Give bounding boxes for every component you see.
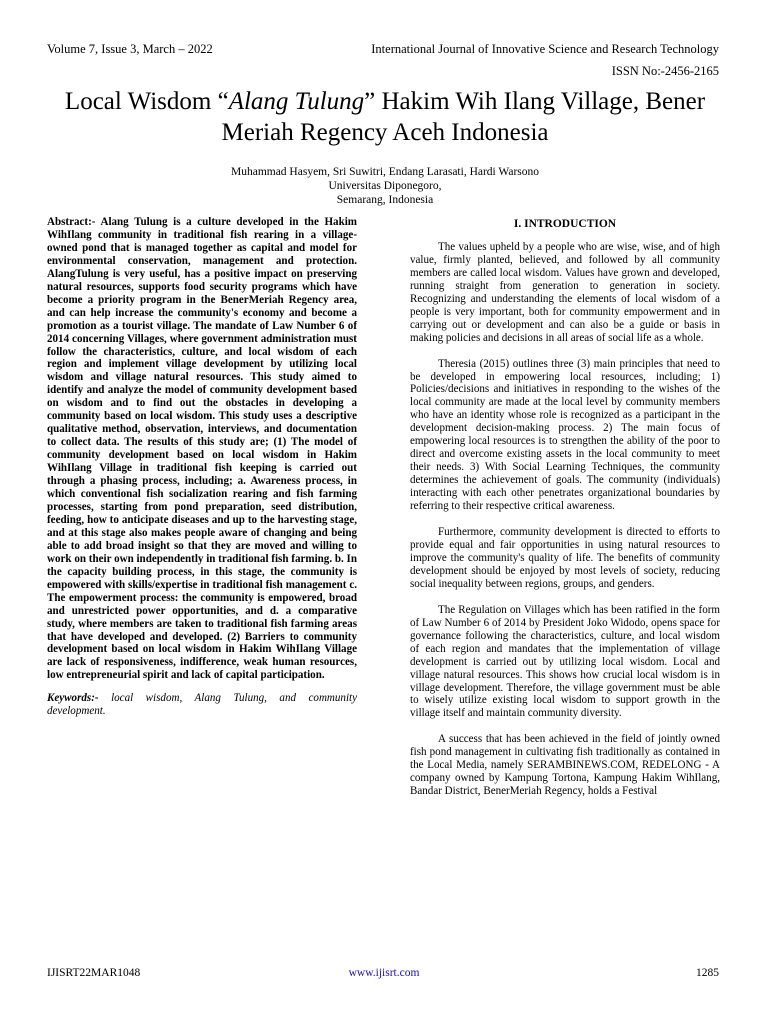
title-part1: Local Wisdom “: [64, 88, 229, 115]
footer-url-wrap: [0, 967, 768, 979]
issn: ISSN No:-2456-2165: [611, 64, 719, 78]
journal-link[interactable]: www.ijisrt.com: [348, 967, 420, 979]
intro-paragraph: The values upheld by a people who are wise, wise, and of high value, firmly planted, believed, and followed by all community members are called local wisdom. Values have grown and developed, running straight from generation to generation in society. Recognizing and understanding the elements of local wisdom of a people is very important, both for community empowerment and in carrying out or development and can also be a guide or basis in making policies and decisions in all areas of social life as a whole.: [410, 240, 720, 344]
volume-issue: Volume 7, Issue 3, March – 2022: [47, 42, 213, 56]
right-column: [410, 216, 720, 811]
intro-paragraph: The Regulation on Villages which has been ratified in the form of Law Number 6 of 2014 by President Joko Widodo, opens space for governance following the characteristics, culture, and local wisdom of each region and mandates that the implementation of village development is carried out by utilizing local wisdom. Local and village natural resources. This shows how crucial local wisdom is in village development. Therefore, the village government must be able to wisely utilize existing local wisdom to support growth in the village itself and maintain community diversity.: [410, 603, 720, 720]
journal-name: International Journal of Innovative Science and Research Technology: [371, 42, 719, 56]
left-column: [47, 216, 357, 718]
title-italic: Alang Tulung: [228, 88, 365, 115]
intro-paragraph: Theresia (2015) outlines three (3) main principles that need to be developed in empowering local resources, including; 1) Policies/decisions and initiatives in responding to the wishes of the local community are made at the local level by community members who have an identity whose role is recognized as a participant in the development decision-making process. 2) The main focus of empowering local resources is to strengthen the ability of the poor to direct and overcome existing assets in the local community to meet their needs. 3) With Social Learning Techniques, the community determines the achievement of goals. The community (individuals) interacting with each other penetrates organizational boundaries by referring to their respective critical awareness.: [410, 357, 720, 513]
page-number: 1285: [696, 967, 719, 979]
author-affiliation: Universitas Diponegoro,: [328, 180, 442, 192]
keywords-text: local wisdom, Alang Tulung, and community development.: [47, 692, 357, 718]
author-location: Semarang, Indonesia: [336, 194, 434, 206]
paper-title: [40, 86, 730, 148]
author-names: Muhammad Hasyem, Sri Suwitri, Endang Larasati, Hardi Warsono: [230, 166, 540, 178]
abstract: Abstract:- Alang Tulung is a culture developed in the Hakim WihIlang community in traditional fish rearing in a village-owned pond that is managed together as capital and model for environmental conservation, management and protection. AlangTulung is very useful, has a positive impact on preserving natural resources, supports food security programs which have become a priority program in the BenerMeriah Regency area, and can help increase the community's economy and become a promotion as a tourist village. The mandate of Law Number 6 of 2014 concerning Villages, where government administration must follow the characteristics, culture, and local wisdom of each region and implement village development by utilizing local wisdom and village natural resources. This study aimed to identify and analyze the model of community development based on wisdom and to find out the obstacles in developing a community based on local wisdom. This study uses a descriptive qualitative method, observation, interviews, and documentation to collect data. The results of this study are; (1) The model of community development based on local wisdom in Hakim WihIlang Village in traditional fish keeping is carried out through a phasing process, including; a. Awareness process, in which conventional fish socialization rearing and fish farming processes, starting from pond preparation, seed distribution, feeding, how to anticipate diseases and up to the harvesting stage, and at this stage also makes people aware of changing and being able to add broad insight so that they are moved and willing to work on their own independently in traditional fish farming. b. In the capacity building process, in this stage, the community is empowered with skills/expertise in traditional fish management c. The empowerment process: the community is empowered, broad and unrestricted power opportunities, and d. a comparative study, where members are taken to traditional fish farming areas that have developed and developed. (2) Barriers to community development based on local wisdom in Hakim WihIlang Village are lack of responsiveness, indifference, weak human resources, low entrepreneurial spirit and lack of capital participation.: [47, 216, 357, 682]
paper-id: IJISRT22MAR1048: [47, 967, 141, 979]
section-heading-introduction: I. INTRODUCTION: [513, 218, 617, 230]
intro-paragraph: Furthermore, community development is directed to efforts to provide equal and fair opportunities in using natural resources to improve the community's quality of life. The benefits of community development should be enjoyed by most levels of society, reducing social inequality between regions, groups, and genders.: [410, 526, 720, 590]
title-part2: ” Hakim Wih Ilang Village, Bener Meriah Regency Aceh Indonesia: [221, 88, 706, 146]
keywords-label: Keywords:-: [47, 692, 99, 705]
author-block: [40, 165, 730, 207]
keywords: [47, 692, 357, 718]
intro-paragraph: A success that has been achieved in the field of jointly owned fish pond management in cultivating fish traditionally as contained in the Local Media, namely SERAMBINEWS.COM, REDELONG - A company owned by Kampung Tortona, Kampung Hakim WihIlang, Bandar District, BenerMeriah Regency, holds a Festival: [410, 733, 720, 798]
